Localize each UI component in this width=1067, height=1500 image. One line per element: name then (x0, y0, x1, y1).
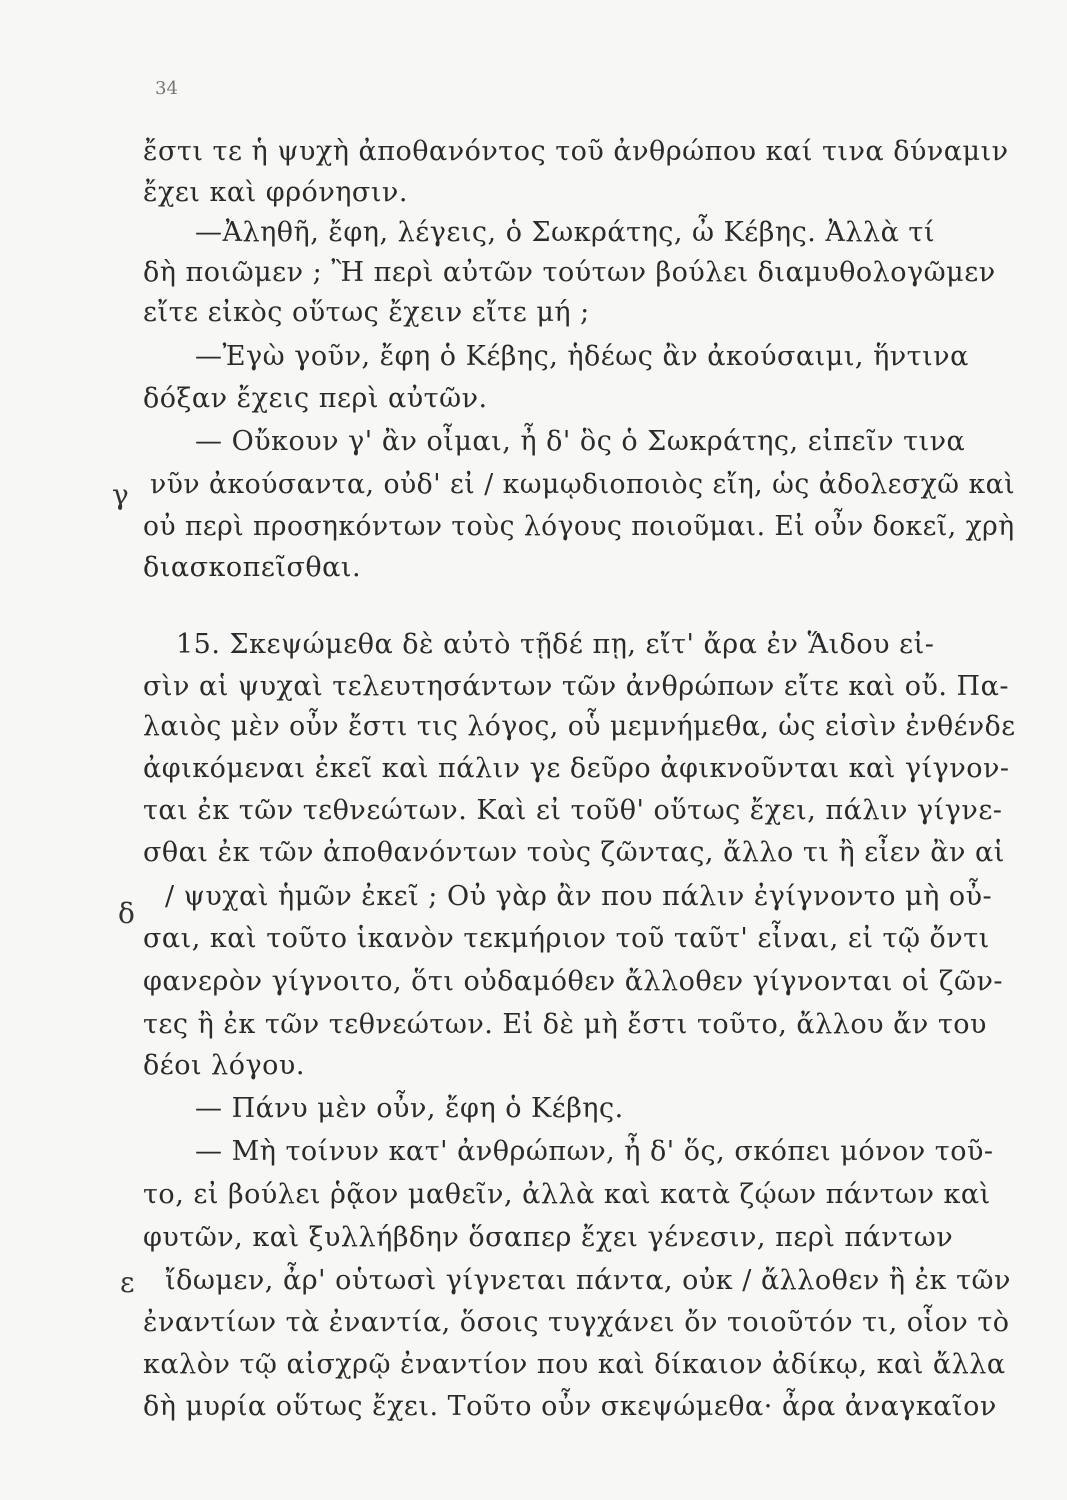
text-line: δὴ μυρία οὕτως ἔχει. Τοῦτο οὖν σκεψώμεθα· ἆρα ἀναγκαῖον (143, 1391, 997, 1422)
text-line: λαιὸς μὲν οὖν ἔστι τις λόγος, οὗ μεμνήμεθα, ὡς εἰσὶν ἐνθένδε (143, 711, 1016, 742)
text-line: σὶν αἱ ψυχαὶ τελευτησάντων τῶν ἀνθρώπων εἴτε καὶ οὔ. Πα- (143, 671, 1009, 702)
margin-marker-epsilon: ε (120, 1266, 135, 1299)
margin-marker-delta: δ (118, 897, 135, 930)
text-line: φυτῶν, καὶ ξυλλήβδην ὅσαπερ ἔχει γένεσιν, περὶ πάντων (143, 1222, 954, 1253)
text-line: / ψυχαὶ ἡμῶν ἐκεῖ ; Οὐ γὰρ ἂν που πάλιν ἐγίγνοντο μὴ οὖ- (165, 881, 993, 912)
text-line: εἴτε εἰκὸς οὕτως ἔχειν εἴτε μή ; (143, 297, 590, 328)
text-line: ἐναντίων τὰ ἐναντία, ὅσοις τυγχάνει ὄν τοιοῦτόν τι, οἷον τὸ (143, 1307, 1010, 1338)
text-line: δέοι λόγου. (143, 1050, 305, 1081)
text-line: — Οὔκουν γ' ἂν οἶμαι, ἦ δ' ὃς ὁ Σωκράτης, εἰπεῖν τινα (195, 426, 966, 457)
page-number: 34 (155, 78, 178, 99)
text-line: διασκοπεῖσθαι. (143, 552, 362, 583)
section-heading-line: 15. Σκεψώμεθα δὲ αὐτὸ τῇδέ πῃ, εἴτ' ἄρα ἐν Ἅιδου εἰ- (176, 629, 935, 660)
text-line: δόξαν ἔχεις περὶ αὐτῶν. (143, 383, 488, 414)
text-line: τες ἢ ἐκ τῶν τεθνεώτων. Εἰ δὲ μὴ ἔστι τοῦτο, ἄλλου ἄν του (143, 1009, 987, 1040)
text-line: ἀφικόμεναι ἐκεῖ καὶ πάλιν γε δεῦρο ἀφικνοῦνται καὶ γίγνον- (143, 753, 1010, 784)
text-line: σθαι ἐκ τῶν ἀποθανόντων τοὺς ζῶντας, ἄλλο τι ἢ εἶεν ἂν αἱ (143, 837, 1005, 868)
text-line: φανερὸν γίγνοιτο, ὅτι οὐδαμόθεν ἄλλοθεν γίγνονται οἱ ζῶν- (143, 966, 1004, 997)
margin-marker-gamma: γ (112, 478, 129, 511)
text-line: καλὸν τῷ αἰσχρῷ ἐναντίον που καὶ δίκαιον ἀδίκῳ, καὶ ἄλλα (143, 1349, 1006, 1380)
text-line: το, εἰ βούλει ῥᾷον μαθεῖν, ἀλλὰ καὶ κατὰ ζῴων πάντων καὶ (143, 1179, 991, 1210)
text-line: ται ἐκ τῶν τεθνεώτων. Καὶ εἰ τοῦθ' οὕτως ἔχει, πάλιν γίγνε- (143, 795, 1003, 826)
text-line: ἴδωμεν, ἆρ' οὑτωσὶ γίγνεται πάντα, οὐκ / ἄλλοθεν ἢ ἐκ τῶν (165, 1265, 1011, 1296)
text-line: ἔστι τε ἡ ψυχὴ ἀποθανόντος τοῦ ἀνθρώπου καί τινα δύναμιν (143, 136, 1009, 167)
text-line: νῦν ἀκούσαντα, οὐδ' εἰ / κωμῳδιοποιὸς εἴη, ὡς ἀδολεσχῶ καὶ (150, 469, 1016, 500)
text-line: —Ἐγὼ γοῦν, ἔφη ὁ Κέβης, ἡδέως ἂν ἀκούσαιμι, ἥντινα (195, 341, 969, 372)
text-line: σαι, καὶ τοῦτο ἱκανὸν τεκμήριον τοῦ ταῦτ' εἶναι, εἰ τῷ ὄντι (143, 923, 990, 954)
text-line: ἔχει καὶ φρόνησιν. (143, 177, 408, 208)
text-line: —Ἀληθῆ, ἔφη, λέγεις, ὁ Σωκράτης, ὦ Κέβης. Ἀλλὰ τί (195, 217, 935, 248)
text-line: οὐ περὶ προσηκόντων τοὺς λόγους ποιοῦμαι. Εἰ οὖν δοκεῖ, χρὴ (143, 511, 1015, 542)
text-line: — Μὴ τοίνυν κατ' ἀνθρώπων, ἦ δ' ὅς, σκόπει μόνον τοῦ- (195, 1136, 994, 1167)
text-line: δὴ ποιῶμεν ; Ἢ περὶ αὐτῶν τούτων βούλει διαμυθολογῶμεν (143, 257, 996, 288)
text-line: — Πάνυ μὲν οὖν, ἔφη ὁ Κέβης. (195, 1093, 624, 1124)
